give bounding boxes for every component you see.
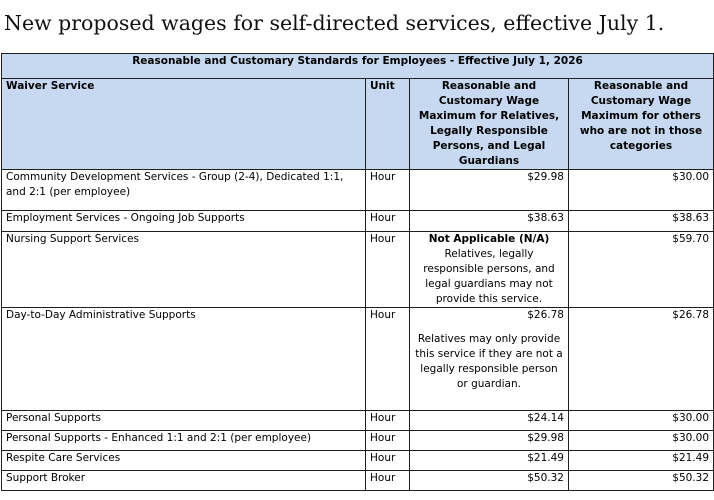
unit-cell: Hour [366,232,410,308]
service-name: Personal Supports - Enhanced 1:1 and 2:1 (per employee) [2,431,366,451]
relatives-wage-not-applicable [410,232,569,308]
service-name: Personal Supports [2,411,366,431]
others-wage: $59.70 [569,232,714,308]
service-name: Employment Services - Ongoing Job Supports [2,211,366,232]
relatives-wage-with-note [410,308,569,411]
unit-cell: Hour [366,471,410,491]
others-wage: $26.78 [569,308,714,411]
others-wage: $38.63 [569,211,714,232]
service-name: Support Broker [2,471,366,491]
service-name: Nursing Support Services [2,232,366,308]
table-row [2,411,714,431]
relatives-wage: $29.98 [410,170,569,211]
unit-cell: Hour [366,431,410,451]
unit-cell: Hour [366,211,410,232]
table-title-row [2,54,714,79]
page-heading: New proposed wages for self-directed services, effective July 1. [4,11,665,35]
header-waiver-service: Waiver Service [2,79,366,170]
relatives-wage: $24.14 [410,411,569,431]
not-applicable-block [414,232,564,307]
others-wage: $30.00 [569,411,714,431]
table-row [2,471,714,491]
relatives-wage: $26.78 [527,309,564,321]
table-header-row [2,79,714,170]
table-row [2,431,714,451]
table-row [2,308,714,411]
not-applicable-title: Not Applicable (N/A) [428,233,550,245]
table-row [2,170,714,211]
relatives-wage: $21.49 [410,451,569,471]
wage-standards-table [1,53,714,491]
unit-cell: Hour [366,308,410,411]
unit-cell: Hour [366,451,410,471]
unit-cell: Hour [366,411,410,431]
unit-cell: Hour [366,170,410,211]
table-title: Reasonable and Customary Standards for Employees - Effective July 1, 2026 [2,54,714,79]
relatives-wage: $50.32 [410,471,569,491]
relatives-wage: $29.98 [410,431,569,451]
table-row [2,232,714,308]
header-unit: Unit [366,79,410,170]
relatives-note: Relatives may only provide this service if they are not a legally responsible person or guardian. [415,333,563,390]
table-row [2,211,714,232]
not-applicable-text: Relatives, legally responsible persons, and legal guardians may not provide this service. [423,248,555,305]
others-wage: $30.00 [569,170,714,211]
others-wage: $30.00 [569,431,714,451]
header-relatives-wage: Reasonable and Customary Wage Maximum for Relatives, Legally Responsible Persons, and Legal Guardians [410,79,569,170]
table-row [2,451,714,471]
others-wage: $50.32 [569,471,714,491]
service-name: Community Development Services - Group (2-4), Dedicated 1:1, and 2:1 (per employee) [2,170,366,211]
service-name: Respite Care Services [2,451,366,471]
service-name: Day-to-Day Administrative Supports [2,308,366,411]
relatives-wage: $38.63 [410,211,569,232]
header-others-wage: Reasonable and Customary Wage Maximum for others who are not in those categories [569,79,714,170]
others-wage: $21.49 [569,451,714,471]
